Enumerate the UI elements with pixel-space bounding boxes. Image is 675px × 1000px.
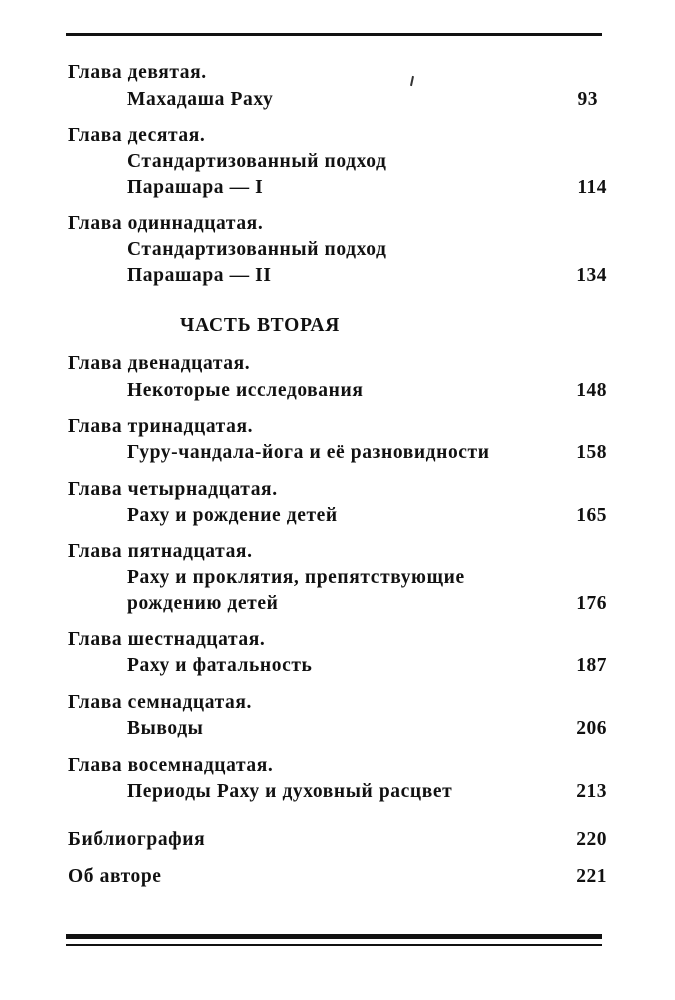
chapter-15-title-line-1: Раху и проклятия, препятствующие <box>127 567 465 588</box>
chapter-14-title: Раху и рождение детей <box>127 505 338 526</box>
top-rule <box>66 33 602 36</box>
chapter-15-page: 176 <box>576 593 607 614</box>
chapter-10-heading: Глава десятая. <box>68 125 206 146</box>
chapter-10-page: 114 <box>577 177 607 198</box>
chapter-11-heading: Глава одиннадцатая. <box>68 213 264 234</box>
chapter-14-heading: Глава четырнадцатая. <box>68 479 278 500</box>
chapter-9-title: Махадаша Раху <box>127 89 274 110</box>
chapter-12-title: Некоторые исследования <box>127 380 364 401</box>
bottom-rule-thick <box>66 934 602 939</box>
chapter-11-title-line-2: Парашара — II <box>127 265 272 286</box>
chapter-11-title-line-1: Стандартизованный подход <box>127 239 387 260</box>
chapter-15-title-line-2: рождению детей <box>127 593 279 614</box>
chapter-18-page: 213 <box>576 781 607 802</box>
bibliography-page: 220 <box>576 829 607 850</box>
chapter-17-page: 206 <box>576 718 607 739</box>
about-author-page: 221 <box>576 866 607 887</box>
chapter-16-heading: Глава шестнадцатая. <box>68 629 266 650</box>
chapter-13-title: Гуру-чандала-йога и её разновидности <box>127 442 490 463</box>
bottom-rule-thin <box>66 944 602 946</box>
chapter-10-title-line-1: Стандартизованный подход <box>127 151 387 172</box>
chapter-9-page: 93 <box>577 89 598 110</box>
chapter-17-title: Выводы <box>127 718 204 739</box>
chapter-9-heading: Глава девятая. <box>68 62 207 83</box>
chapter-18-title: Периоды Раху и духовный расцвет <box>127 781 453 802</box>
chapter-14-page: 165 <box>576 505 607 526</box>
part-two-title: ЧАСТЬ ВТОРАЯ <box>180 315 341 336</box>
print-speck <box>410 76 414 86</box>
chapter-10-title-line-2: Парашара — I <box>127 177 264 198</box>
chapter-13-page: 158 <box>576 442 607 463</box>
about-author-title: Об авторе <box>68 866 162 887</box>
bibliography-title: Библиография <box>68 829 206 850</box>
chapter-11-page: 134 <box>576 265 607 286</box>
chapter-12-page: 148 <box>576 380 607 401</box>
chapter-17-heading: Глава семнадцатая. <box>68 692 253 713</box>
chapter-15-heading: Глава пятнадцатая. <box>68 541 253 562</box>
chapter-18-heading: Глава восемнадцатая. <box>68 755 274 776</box>
chapter-16-title: Раху и фатальность <box>127 655 313 676</box>
chapter-12-heading: Глава двенадцатая. <box>68 353 251 374</box>
chapter-13-heading: Глава тринадцатая. <box>68 416 254 437</box>
chapter-16-page: 187 <box>576 655 607 676</box>
